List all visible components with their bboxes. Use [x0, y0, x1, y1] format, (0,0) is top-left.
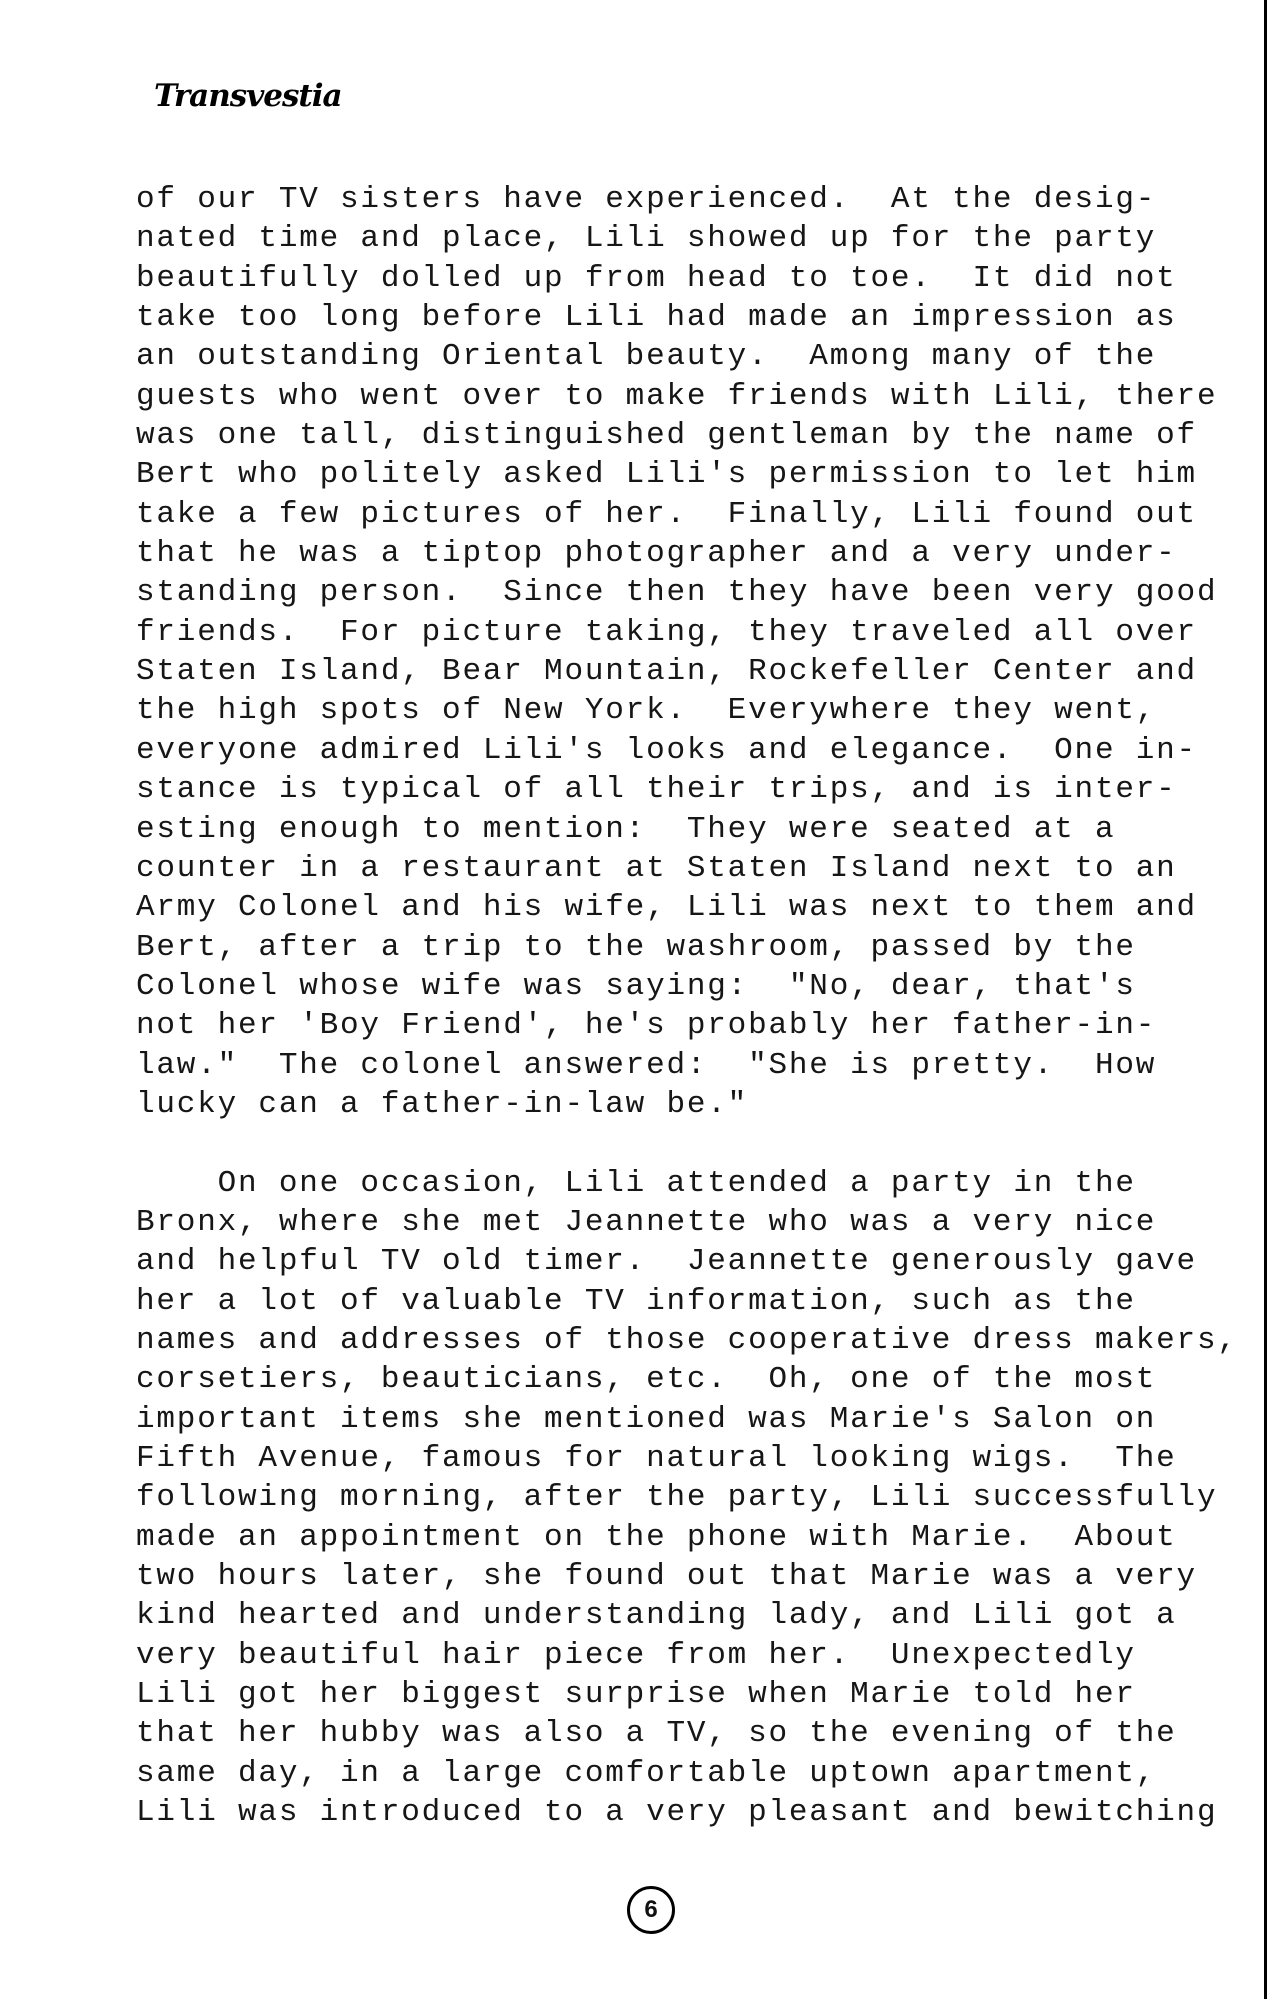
- page-number-label: 6: [644, 1896, 658, 1923]
- text-line: names and addresses of those cooperative dress makers,: [136, 1322, 1238, 1358]
- paragraph-gap: [136, 1124, 1238, 1163]
- text-line: On one occasion, Lili attended a party in the: [136, 1165, 1136, 1201]
- text-line: and helpful TV old timer. Jeannette generously gave: [136, 1244, 1197, 1280]
- text-line: Staten Island, Bear Mountain, Rockefeller Center and: [136, 654, 1197, 690]
- text-line: Fifth Avenue, famous for natural looking wigs. The: [136, 1441, 1177, 1476]
- text-line: everyone admired Lili's looks and elegance. One in-: [136, 732, 1197, 768]
- text-line: Lili got her biggest surprise when Marie told her: [136, 1677, 1136, 1713]
- text-line: important items she mentioned was Marie's Salon on: [136, 1401, 1157, 1437]
- page-number: [627, 1886, 675, 1934]
- text-line: was one tall, distinguished gentleman by the name of: [136, 418, 1197, 454]
- text-line: made an appointment on the phone with Marie. About: [136, 1519, 1177, 1555]
- text-line: take a few pictures of her. Finally, Lili found out: [136, 496, 1197, 532]
- text-line: following morning, after the party, Lili successfully: [136, 1480, 1218, 1516]
- text-line: friends. For picture taking, they traveled all over: [136, 614, 1197, 650]
- text-line: guests who went over to make friends with Lili, there: [136, 378, 1218, 414]
- text-line: an outstanding Oriental beauty. Among many of the: [136, 339, 1157, 375]
- text-line: beautifully dolled up from head to toe. It did not: [136, 260, 1177, 296]
- text-line: standing person. Since then they have been very good: [136, 575, 1218, 611]
- text-line: Bert, after a trip to the washroom, passed by the: [136, 929, 1136, 965]
- text-line: esting enough to mention: They were seated at a: [136, 811, 1116, 847]
- masthead-title: Transvestia: [154, 78, 342, 114]
- text-line: Army Colonel and his wife, Lili was next to them and: [136, 890, 1197, 926]
- text-line: the high spots of New York. Everywhere they went,: [136, 693, 1157, 729]
- text-line: nated time and place, Lili showed up for the party: [136, 221, 1157, 257]
- text-line: her a lot of valuable TV information, such as the: [136, 1283, 1136, 1319]
- text-line: of our TV sisters have experienced. At the desig-: [136, 182, 1157, 217]
- text-line: lucky can a father-in-law be.": [136, 1086, 749, 1122]
- text-line: kind hearted and understanding lady, and Lili got a: [136, 1598, 1177, 1634]
- text-line: Bronx, where she met Jeannette who was a very nice: [136, 1204, 1157, 1240]
- text-line: Colonel whose wife was saying: "No, dear, that's: [136, 968, 1136, 1004]
- text-line: take too long before Lili had made an impression as: [136, 300, 1177, 336]
- text-line: corsetiers, beauticians, etc. Oh, one of the most: [136, 1362, 1157, 1398]
- body-text: [136, 180, 1238, 1832]
- text-line: counter in a restaurant at Staten Island next to an: [136, 850, 1177, 886]
- text-line: very beautiful hair piece from her. Unexpectedly: [136, 1637, 1136, 1673]
- text-line: that her hubby was also a TV, so the evening of the: [136, 1716, 1177, 1752]
- text-line: Lili was introduced to a very pleasant and bewitching: [136, 1795, 1218, 1831]
- text-line: Bert who politely asked Lili's permission to let him: [136, 457, 1197, 493]
- text-line: two hours later, she found out that Marie was a very: [136, 1559, 1197, 1595]
- text-line: that he was a tiptop photographer and a very under-: [136, 536, 1177, 572]
- text-line: same day, in a large comfortable uptown apartment,: [136, 1755, 1157, 1791]
- text-line: law." The colonel answered: "She is pretty. How: [136, 1047, 1157, 1083]
- text-line: not her 'Boy Friend', he's probably her father-in-: [136, 1008, 1157, 1044]
- text-line: stance is typical of all their trips, and is inter-: [136, 772, 1177, 808]
